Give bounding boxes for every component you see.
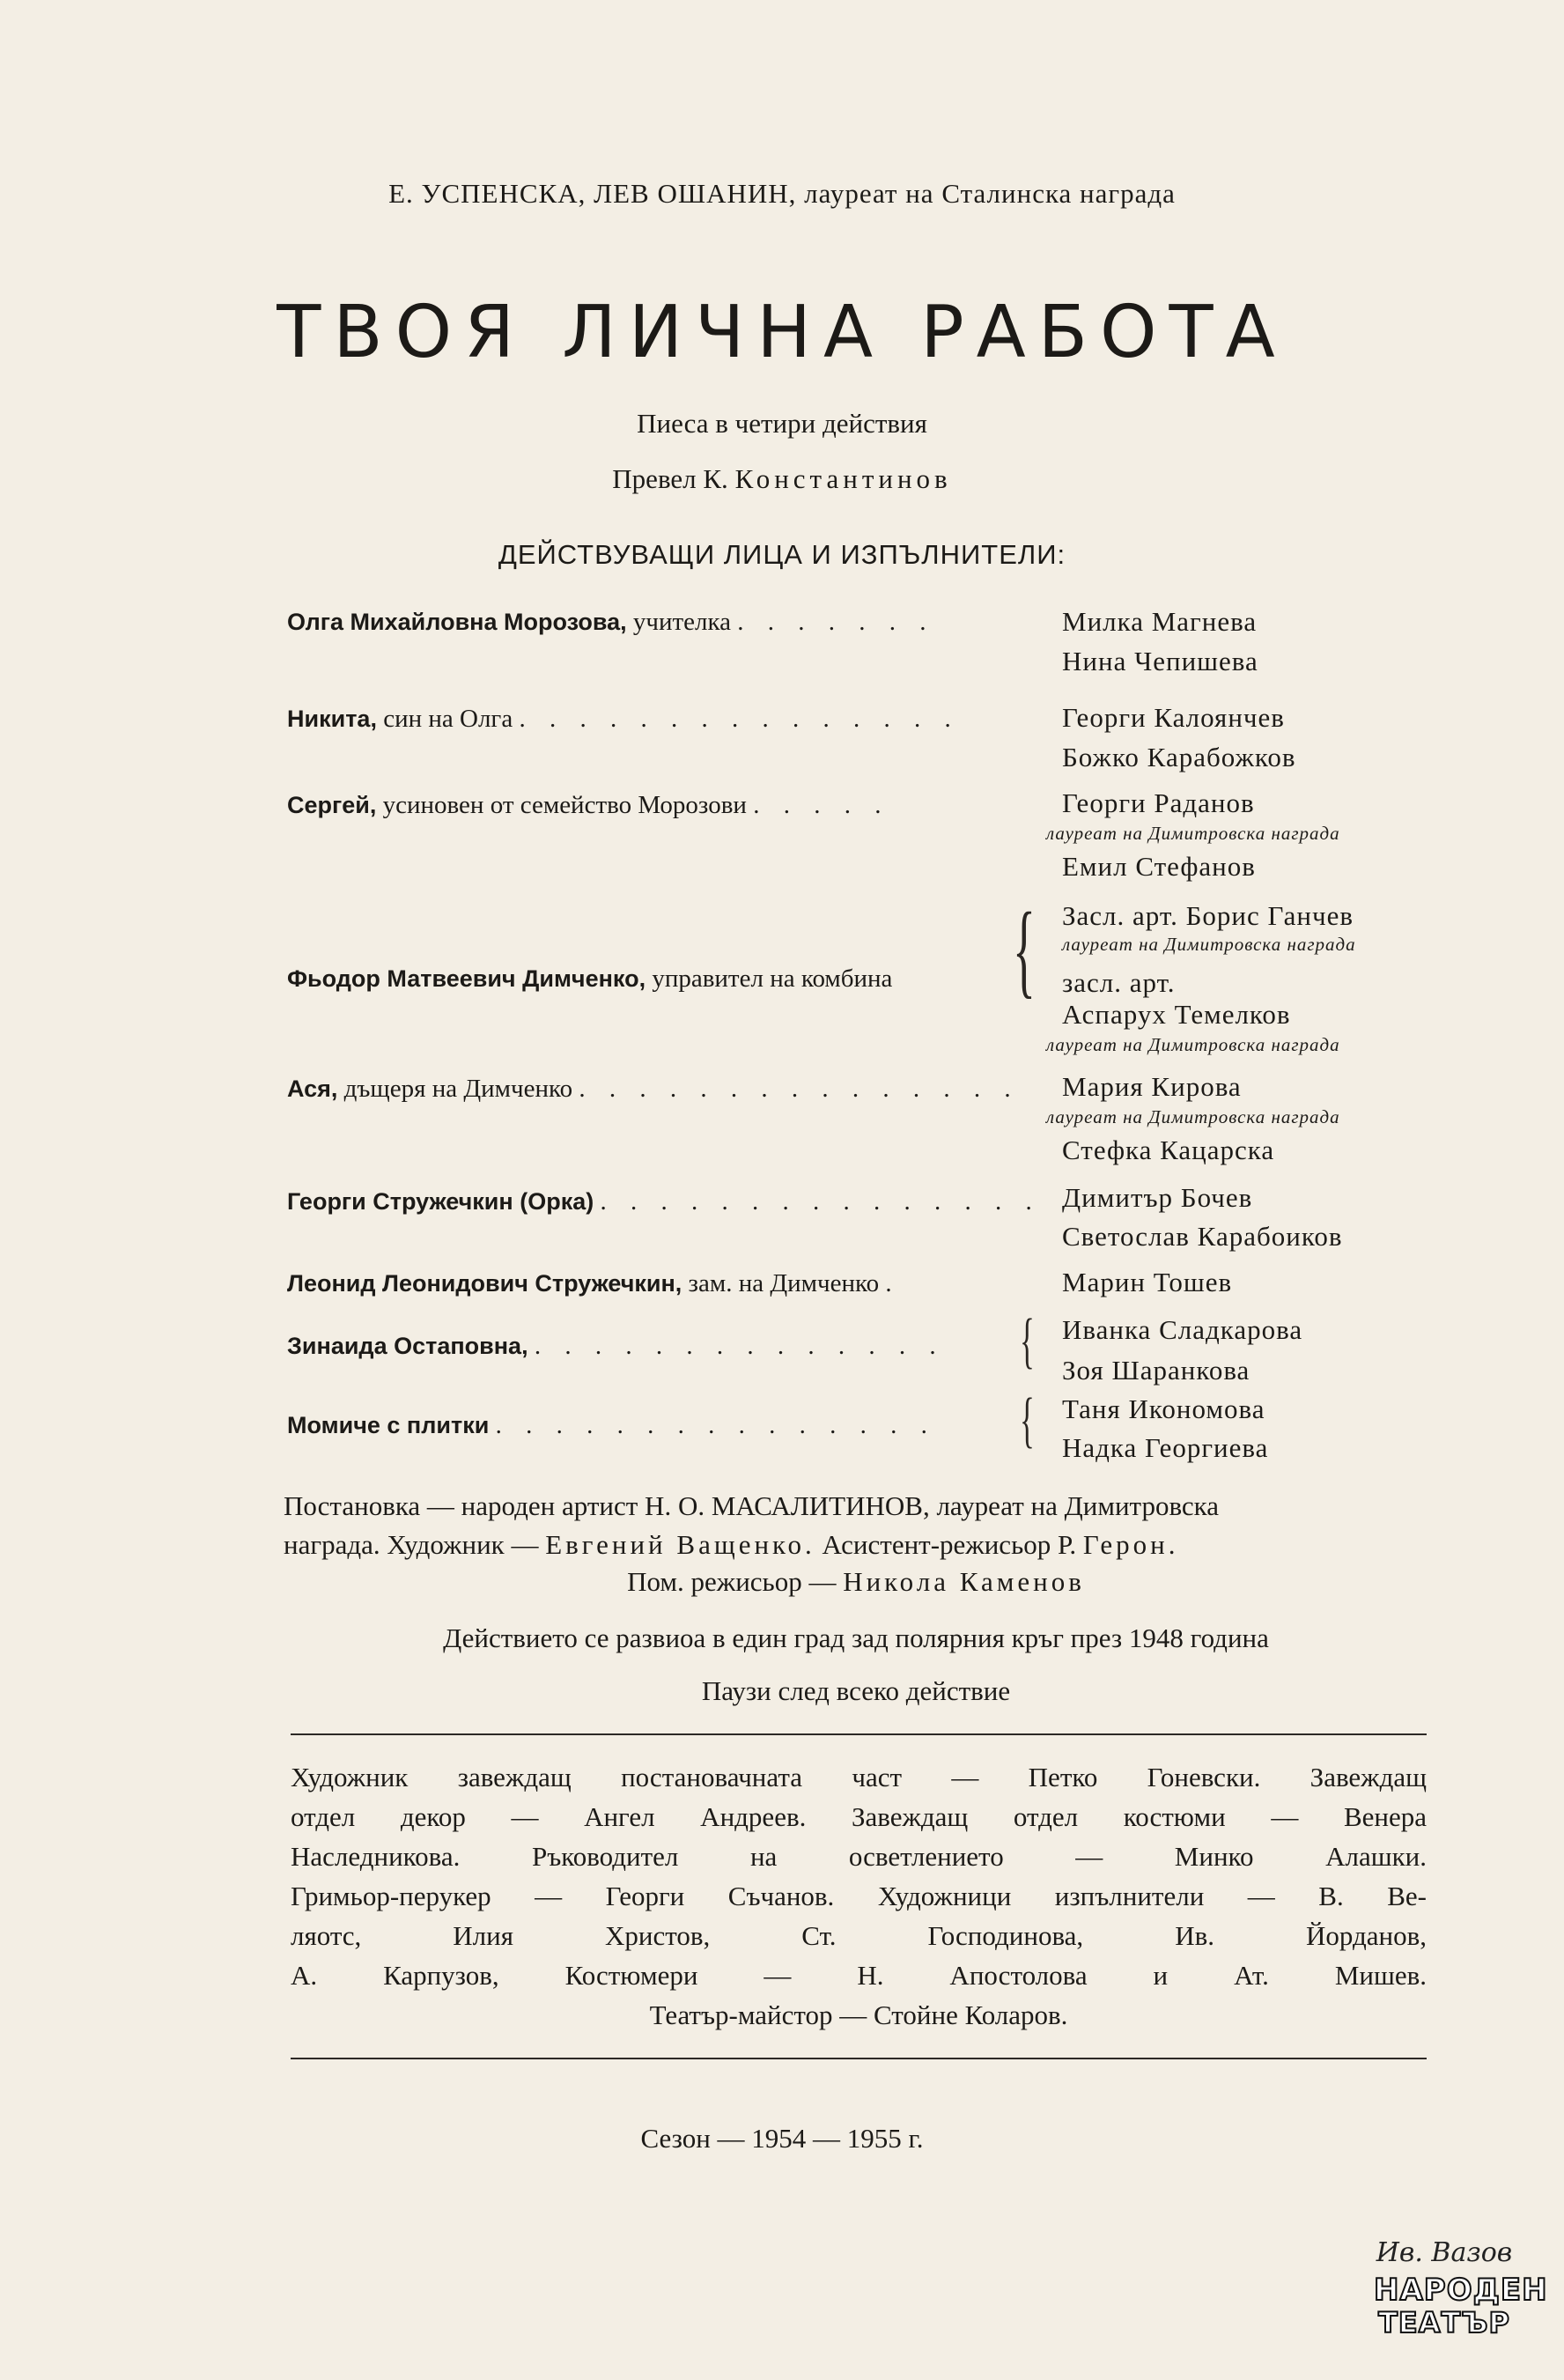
role-sergey: Сергей, усиновен от семейство Морозови . . . . .: [287, 791, 890, 819]
crew-line: А. Карпузов, Костюмери — Н. Апостолова и Ат. Мишев.: [291, 1960, 1427, 1991]
brace-glyph: {: [1020, 1386, 1035, 1454]
national-theatre-logo: [1374, 2237, 1548, 2343]
actor-name: засл. арт.: [1062, 967, 1176, 998]
role-nikita: Никита, син на Олга . . . . . . . . . . . . . . .: [287, 705, 960, 733]
crew-line: ляотс, Илия Христов, Ст. Господинова, Ив. Йорданов,: [291, 1920, 1427, 1951]
actor-name: Иванка Сладкарова: [1062, 1314, 1303, 1345]
production-line-1: Постановка — народен артист Н. О. МАСАЛИТИНОВ, лауреат на Димитровска: [284, 1490, 1220, 1521]
laureate-note: лауреат на Димитровска награда: [1046, 823, 1340, 844]
crew-line: Художник завеждащ постановачната част — Петко Гоневски. Завеждащ: [291, 1762, 1427, 1792]
season-line: Сезон — 1954 — 1955 г.: [640, 2123, 924, 2154]
brace-glyph: {: [1020, 1307, 1035, 1375]
crew-line: Гримьор-перукер — Георги Съчанов. Художници изпълнители — В. Ве-: [291, 1881, 1427, 1911]
actor-name: Марин Тошев: [1062, 1267, 1233, 1297]
authors-line: Е. УСПЕНСКА, ЛЕВ ОШАНИН, лауреат на Сталинска награда: [388, 178, 1176, 209]
actor-name: Светослав Карабоиков: [1062, 1221, 1343, 1252]
crew-line: Наследникова. Ръководител на осветлението — Минко Алашки.: [291, 1841, 1427, 1872]
actor-name: Георги Калоянчев: [1062, 702, 1285, 733]
actor-name: Божко Карабожков: [1062, 742, 1296, 772]
actor-name: Мария Кирова: [1062, 1071, 1242, 1102]
logo-signature: Ив. Вазов: [1376, 2237, 1513, 2268]
actor-name: Аспарух Темелков: [1062, 999, 1291, 1030]
intervals-line: Паузи след всеко действие: [701, 1675, 1011, 1706]
actor-name: Димитър Бочев: [1062, 1182, 1253, 1213]
production-line-3: Пом. режисьор — Никола Каменов: [627, 1566, 1085, 1597]
divider-bottom: [291, 2058, 1427, 2059]
actor-name: Георги Раданов: [1062, 787, 1255, 818]
actor-name: Стефка Кацарска: [1062, 1135, 1275, 1165]
actor-name: Нина Чепишева: [1062, 646, 1258, 676]
logo-line-1: НАРОДЕН: [1374, 2273, 1548, 2308]
translator-prefix: Превел К.: [612, 463, 728, 494]
translator-line: [0, 463, 1564, 495]
actor-name: Засл. арт. Борис Ганчев: [1062, 900, 1354, 931]
brace-glyph: {: [1013, 891, 1036, 1008]
actor-name: Зоя Шаранкова: [1062, 1355, 1250, 1386]
translator-name: Константинов: [734, 463, 952, 494]
actor-name: Емил Стефанов: [1062, 851, 1256, 882]
laureate-note: лауреат на Димитровска награда: [1046, 1106, 1340, 1127]
crew-last-line: Театър-майстор — Стойне Коларов.: [649, 1999, 1068, 2030]
role-leonid-struzhechkin: Леонид Леонидович Стружечкин, зам. на Димченко .: [287, 1269, 901, 1297]
role-dimchenko: Фьодор Матвеевич Димченко, управител на комбина: [287, 965, 893, 993]
play-title: ТВОЯ ЛИЧНА РАБОТА: [277, 291, 1287, 374]
actor-name: Милка Магнева: [1062, 606, 1258, 637]
role-morozova: Олга Михайловна Морозова, учителка . . . . . . .: [287, 608, 935, 636]
play-subtitle: Пиеса в четири действия: [637, 408, 927, 439]
role-asya: Ася, дъщеря на Димченко . . . . . . . . . . . . . . .: [287, 1075, 1020, 1103]
cast-heading: ДЕЙСТВУВАЩИ ЛИЦА И ИЗПЪЛНИТЕЛИ:: [498, 539, 1066, 570]
laureate-note: лауреат на Димитровска награда: [1062, 934, 1356, 955]
setting-line: Действието се развиоа в един град зад полярния кръг през 1948 година: [443, 1622, 1269, 1653]
logo-line-2: ТЕАТЪР: [1378, 2306, 1510, 2339]
actor-name: Надка Георгиева: [1062, 1432, 1269, 1463]
role-girl-with-braids: Момиче с плитки . . . . . . . . . . . . . . .: [287, 1411, 936, 1439]
laureate-note: лауреат на Димитровска награда: [1046, 1034, 1340, 1055]
production-line-2: награда. Художник — Евгений Ващенко. Асистент-режисьор Р. Герон.: [284, 1529, 1179, 1560]
role-zinaida: Зинаида Остаповна, . . . . . . . . . . . . . .: [287, 1332, 945, 1360]
role-struzhechkin-orka: Георги Стружечкин (Орка) . . . . . . . . . . . . . . .: [287, 1187, 1041, 1216]
crew-line: отдел декор — Ангел Андреев. Завеждащ отдел костюми — Венера: [291, 1801, 1427, 1832]
divider-top: [291, 1733, 1427, 1735]
actor-name: Таня Икономова: [1062, 1393, 1265, 1424]
